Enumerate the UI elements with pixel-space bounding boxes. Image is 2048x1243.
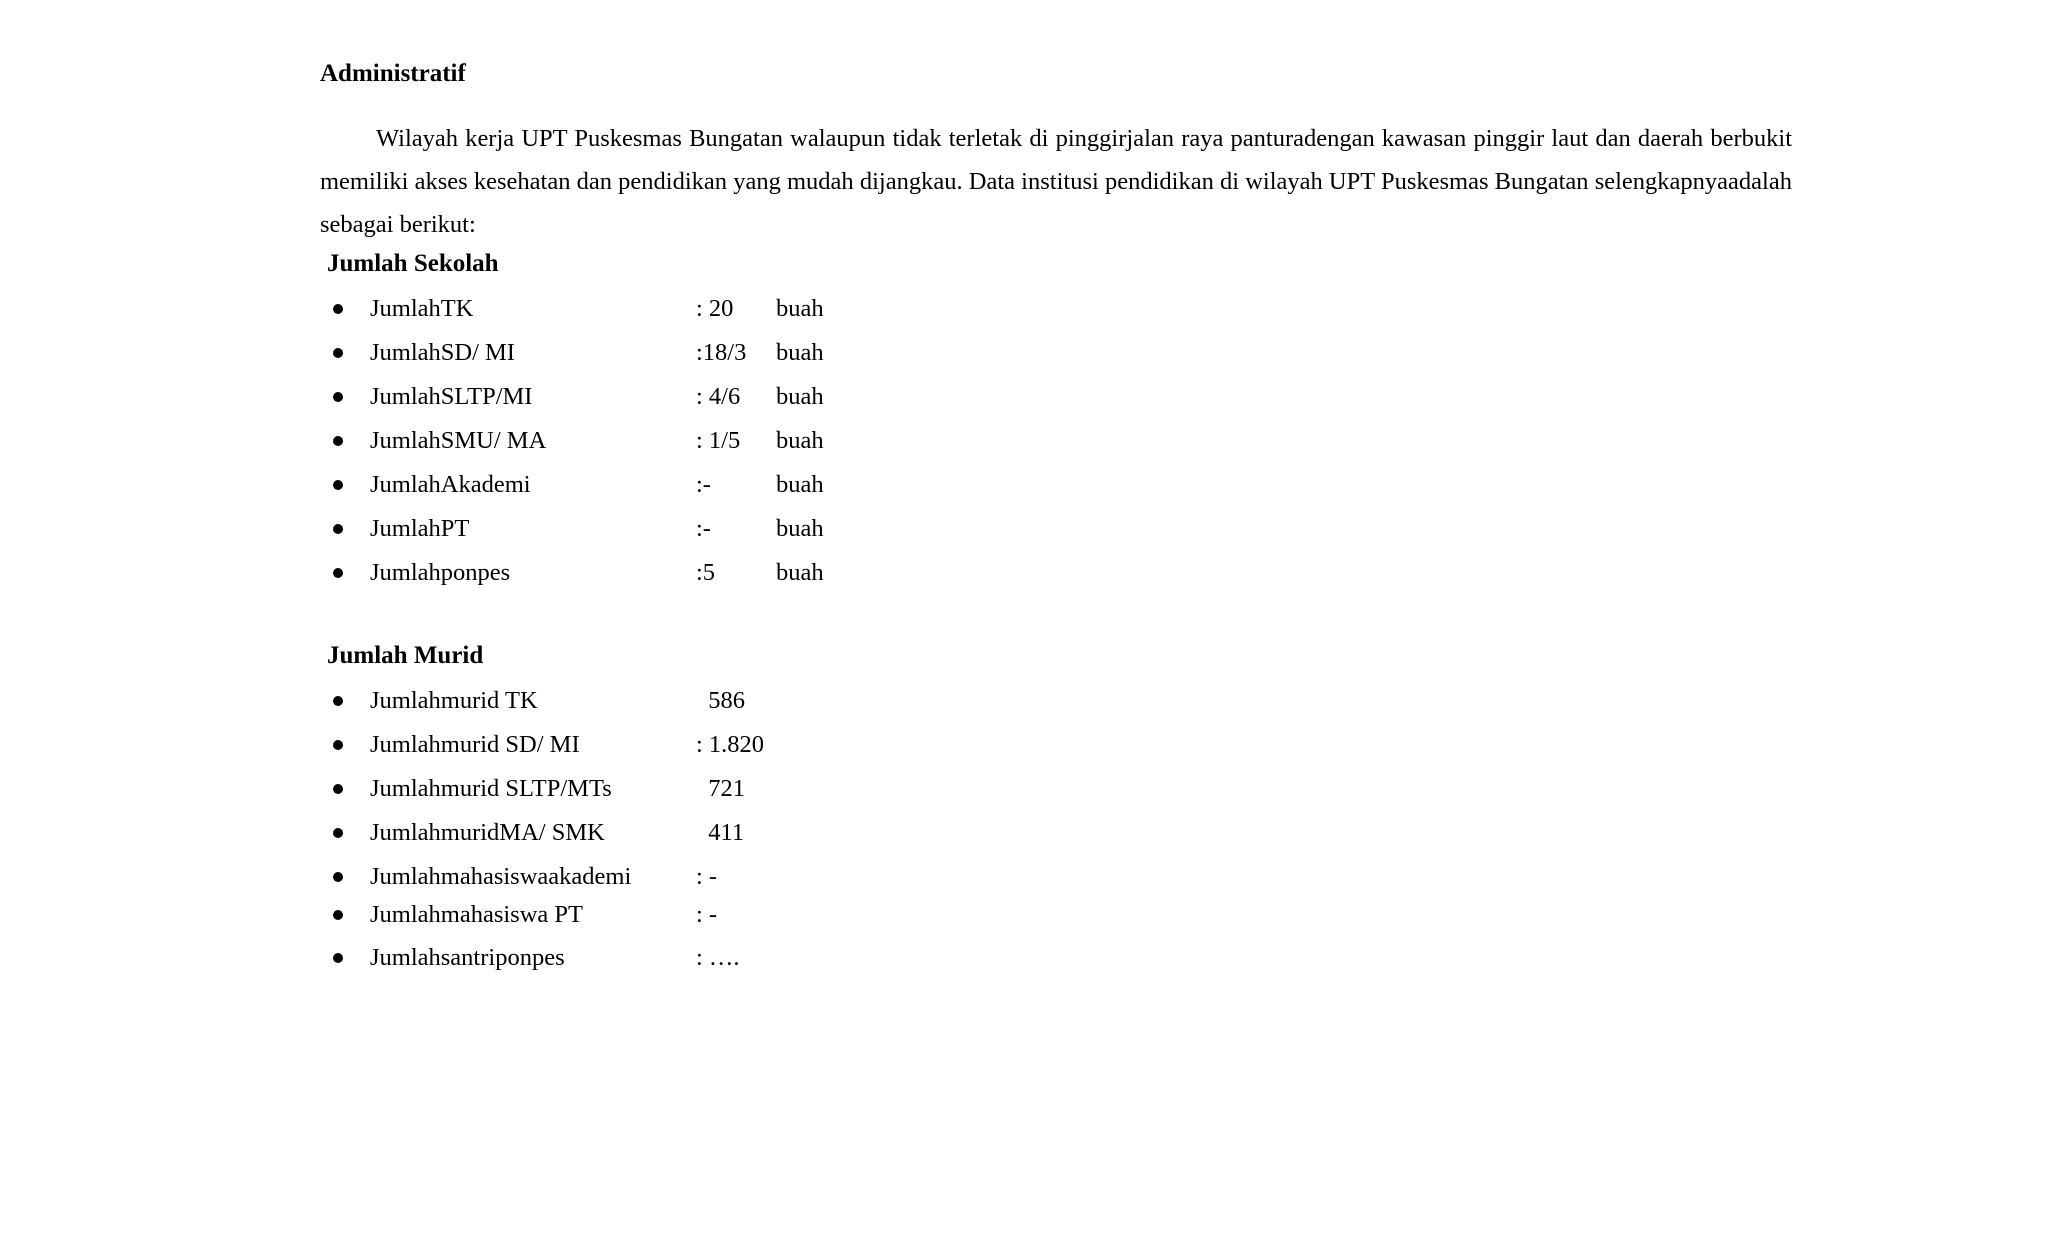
bullet-icon <box>333 828 343 838</box>
list-item <box>0 816 1000 850</box>
list-item <box>0 424 1000 458</box>
bullet-icon <box>333 872 343 882</box>
item-label: Jumlahmurid SLTP/MTs <box>370 775 612 802</box>
item-unit: buah <box>776 339 824 366</box>
bullet-icon <box>333 304 343 314</box>
list-item <box>0 684 1000 718</box>
item-value: 721 <box>696 775 745 802</box>
item-value: :- <box>696 515 711 542</box>
list-item <box>0 380 1000 414</box>
item-value: : 4/6 <box>696 383 741 410</box>
item-label: Jumlahsantriponpes <box>370 944 565 971</box>
item-value: : 1/5 <box>696 427 741 454</box>
bullet-icon <box>333 436 343 446</box>
list-item <box>0 941 1000 975</box>
item-label: Jumlahmahasiswa PT <box>370 901 583 928</box>
item-label: JumlahSMU/ MA <box>370 427 547 454</box>
item-value: 411 <box>696 819 745 846</box>
list-item <box>0 898 1000 932</box>
list-item <box>0 292 1000 326</box>
item-label: JumlahAkademi <box>370 471 531 498</box>
murid-title: Jumlah Murid <box>327 642 484 669</box>
list-item <box>0 512 1000 546</box>
item-value: : …. <box>696 944 740 971</box>
item-label: JumlahTK <box>370 295 474 322</box>
bullet-icon <box>333 392 343 402</box>
item-value: : 20 <box>696 295 734 322</box>
item-value: : - <box>696 863 718 890</box>
bullet-icon <box>333 568 343 578</box>
item-unit: buah <box>776 427 824 454</box>
item-unit: buah <box>776 295 824 322</box>
intro-paragraph: Wilayah kerja UPT Puskesmas Bungatan walaupun tidak terletak di pinggirjalan raya panturadengan kawasan pinggir laut dan daerah berbukit memiliki akses kesehatan dan pendidikan yang mudah dijangkau. Data institusi pendidikan di wilayah UPT Puskesmas Bungatan selengkapnyaadalah sebagai berikut: <box>320 125 1792 238</box>
bullet-icon <box>333 480 343 490</box>
item-value: 586 <box>696 687 745 714</box>
item-label: JumlahSLTP/MI <box>370 383 533 410</box>
bullet-icon <box>333 784 343 794</box>
item-unit: buah <box>776 515 824 542</box>
list-item <box>0 772 1000 806</box>
item-label: Jumlahmahasiswaakademi <box>370 863 632 890</box>
item-value: :18/3 <box>696 339 747 366</box>
bullet-icon <box>333 696 343 706</box>
item-unit: buah <box>776 471 824 498</box>
item-label: JumlahmuridMA/ SMK <box>370 819 605 846</box>
list-item <box>0 468 1000 502</box>
item-label: Jumlahmurid TK <box>370 687 538 714</box>
bullet-icon <box>333 524 343 534</box>
item-unit: buah <box>776 559 824 586</box>
list-item <box>0 336 1000 370</box>
item-value: :5 <box>696 559 716 586</box>
item-value: : 1.820 <box>696 731 765 758</box>
item-label: JumlahPT <box>370 515 470 542</box>
item-label: JumlahSD/ MI <box>370 339 515 366</box>
list-item <box>0 728 1000 762</box>
bullet-icon <box>333 740 343 750</box>
item-value: : - <box>696 901 718 928</box>
section-heading: Administratif <box>320 60 466 87</box>
list-item <box>0 556 1000 590</box>
bullet-icon <box>333 953 343 963</box>
item-unit: buah <box>776 383 824 410</box>
list-item <box>0 860 1000 894</box>
item-label: Jumlahmurid SD/ MI <box>370 731 580 758</box>
bullet-icon <box>333 910 343 920</box>
item-label: Jumlahponpes <box>370 559 511 586</box>
bullet-icon <box>333 348 343 358</box>
sekolah-title: Jumlah Sekolah <box>327 250 499 277</box>
item-value: :- <box>696 471 711 498</box>
